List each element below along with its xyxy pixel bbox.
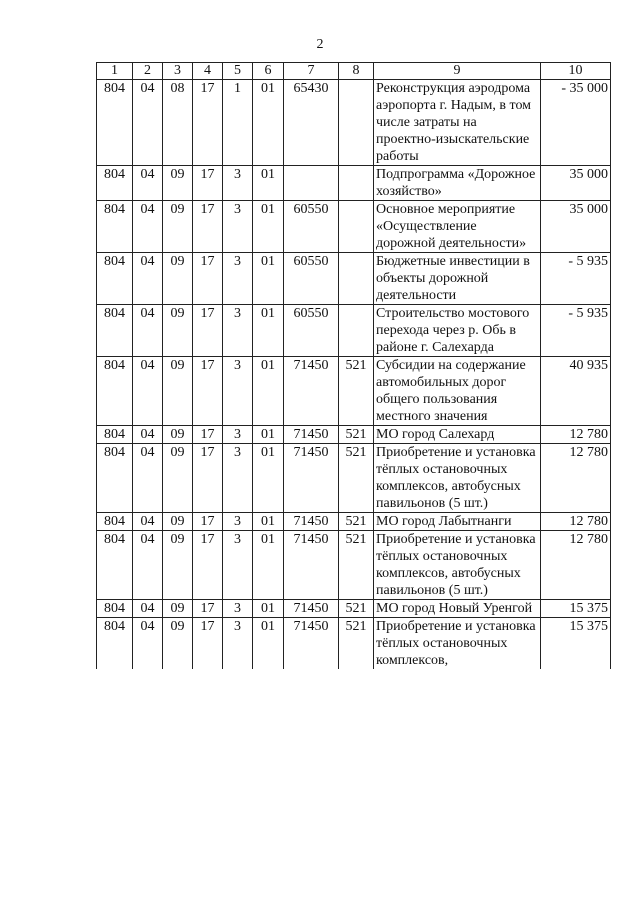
expense-type-cell <box>339 305 374 357</box>
ministry-code-cell: 804 <box>97 444 133 513</box>
expense-type-cell <box>339 166 374 201</box>
program-cell: 17 <box>193 618 223 670</box>
program-cell: 17 <box>193 600 223 618</box>
amount-cell: 12 780 <box>541 426 611 444</box>
program-cell: 17 <box>193 166 223 201</box>
description-cell: Приобретение и установка тёплых остановочных комплексов, автобусных павильонов (5 шт.) <box>374 531 541 600</box>
description-cell: Бюджетные инвестиции в объекты дорожной деятельности <box>374 253 541 305</box>
table-row <box>97 618 611 670</box>
table-row <box>97 253 611 305</box>
amount-cell: 35 000 <box>541 201 611 253</box>
expense-type-cell: 521 <box>339 618 374 670</box>
subprogram-cell: 3 <box>223 166 253 201</box>
column-number-header <box>97 63 611 80</box>
amount-cell: 15 375 <box>541 618 611 670</box>
program-cell: 17 <box>193 531 223 600</box>
ministry-code-cell: 804 <box>97 426 133 444</box>
section-cell: 04 <box>133 80 163 166</box>
ministry-code-cell: 804 <box>97 253 133 305</box>
amount-cell: - 5 935 <box>541 253 611 305</box>
main-activity-cell: 01 <box>253 444 284 513</box>
main-activity-cell: 01 <box>253 253 284 305</box>
description-cell: Приобретение и установка тёплых остановочных комплексов, автобусных павильонов (5 шт.) <box>374 444 541 513</box>
ministry-code-cell: 804 <box>97 618 133 670</box>
description-cell: Подпрограмма «Дорожное хозяйство» <box>374 166 541 201</box>
direction-code-cell: 71450 <box>284 426 339 444</box>
column-header: 5 <box>223 63 253 80</box>
subprogram-cell: 3 <box>223 201 253 253</box>
column-header: 10 <box>541 63 611 80</box>
subprogram-cell: 3 <box>223 357 253 426</box>
section-cell: 04 <box>133 357 163 426</box>
section-cell: 04 <box>133 426 163 444</box>
program-cell: 17 <box>193 253 223 305</box>
main-activity-cell: 01 <box>253 166 284 201</box>
main-activity-cell: 01 <box>253 513 284 531</box>
main-activity-cell: 01 <box>253 357 284 426</box>
subsection-cell: 09 <box>163 531 193 600</box>
main-activity-cell: 01 <box>253 201 284 253</box>
description-cell: Субсидии на содержание автомобильных дорог общего пользования местного значения <box>374 357 541 426</box>
direction-code-cell: 60550 <box>284 201 339 253</box>
section-cell: 04 <box>133 166 163 201</box>
amount-cell: 12 780 <box>541 513 611 531</box>
column-header: 7 <box>284 63 339 80</box>
table-row <box>97 531 611 600</box>
column-header: 6 <box>253 63 284 80</box>
main-activity-cell: 01 <box>253 426 284 444</box>
ministry-code-cell: 804 <box>97 531 133 600</box>
expense-type-cell: 521 <box>339 513 374 531</box>
subsection-cell: 09 <box>163 444 193 513</box>
expense-type-cell <box>339 80 374 166</box>
direction-code-cell: 71450 <box>284 513 339 531</box>
page-number: 2 <box>316 37 324 52</box>
column-header: 1 <box>97 63 133 80</box>
subprogram-cell: 3 <box>223 426 253 444</box>
column-header: 9 <box>374 63 541 80</box>
section-cell: 04 <box>133 531 163 600</box>
subprogram-cell: 3 <box>223 600 253 618</box>
program-cell: 17 <box>193 201 223 253</box>
expense-type-cell: 521 <box>339 531 374 600</box>
subprogram-cell: 3 <box>223 444 253 513</box>
main-activity-cell: 01 <box>253 305 284 357</box>
description-cell: Строительство мостового перехода через р. Обь в районе г. Салехарда <box>374 305 541 357</box>
subprogram-cell: 1 <box>223 80 253 166</box>
table-row <box>97 305 611 357</box>
direction-code-cell <box>284 166 339 201</box>
subprogram-cell: 3 <box>223 618 253 670</box>
direction-code-cell: 71450 <box>284 618 339 670</box>
subsection-cell: 09 <box>163 600 193 618</box>
direction-code-cell: 71450 <box>284 444 339 513</box>
subsection-cell: 08 <box>163 80 193 166</box>
amount-cell: 35 000 <box>541 166 611 201</box>
amount-cell: 40 935 <box>541 357 611 426</box>
amount-cell: 12 780 <box>541 531 611 600</box>
ministry-code-cell: 804 <box>97 80 133 166</box>
program-cell: 17 <box>193 80 223 166</box>
column-header: 8 <box>339 63 374 80</box>
description-cell: МО город Салехард <box>374 426 541 444</box>
ministry-code-cell: 804 <box>97 166 133 201</box>
ministry-code-cell: 804 <box>97 305 133 357</box>
subsection-cell: 09 <box>163 305 193 357</box>
column-header: 4 <box>193 63 223 80</box>
expense-type-cell: 521 <box>339 357 374 426</box>
ministry-code-cell: 804 <box>97 201 133 253</box>
expense-type-cell: 521 <box>339 600 374 618</box>
description-cell: Приобретение и установка тёплых остановочных комплексов, <box>374 618 541 670</box>
table-row <box>97 426 611 444</box>
expense-type-cell <box>339 253 374 305</box>
table-row <box>97 600 611 618</box>
direction-code-cell: 60550 <box>284 305 339 357</box>
subsection-cell: 09 <box>163 166 193 201</box>
subprogram-cell: 3 <box>223 253 253 305</box>
table-row <box>97 201 611 253</box>
description-cell: МО город Лабытнанги <box>374 513 541 531</box>
direction-code-cell: 65430 <box>284 80 339 166</box>
program-cell: 17 <box>193 305 223 357</box>
table-row <box>97 80 611 166</box>
description-cell: МО город Новый Уренгой <box>374 600 541 618</box>
section-cell: 04 <box>133 201 163 253</box>
subprogram-cell: 3 <box>223 531 253 600</box>
section-cell: 04 <box>133 444 163 513</box>
ministry-code-cell: 804 <box>97 357 133 426</box>
amount-cell: 12 780 <box>541 444 611 513</box>
direction-code-cell: 71450 <box>284 600 339 618</box>
direction-code-cell: 71450 <box>284 531 339 600</box>
subsection-cell: 09 <box>163 513 193 531</box>
expense-type-cell <box>339 201 374 253</box>
subprogram-cell: 3 <box>223 513 253 531</box>
section-cell: 04 <box>133 600 163 618</box>
amount-cell: - 5 935 <box>541 305 611 357</box>
amount-cell: 15 375 <box>541 600 611 618</box>
main-activity-cell: 01 <box>253 618 284 670</box>
direction-code-cell: 71450 <box>284 357 339 426</box>
ministry-code-cell: 804 <box>97 513 133 531</box>
section-cell: 04 <box>133 513 163 531</box>
subsection-cell: 09 <box>163 357 193 426</box>
program-cell: 17 <box>193 444 223 513</box>
program-cell: 17 <box>193 513 223 531</box>
table-row <box>97 166 611 201</box>
program-cell: 17 <box>193 357 223 426</box>
budget-table <box>96 62 611 669</box>
description-cell: Основное мероприятие «Осуществление дорожной деятельности» <box>374 201 541 253</box>
table-row <box>97 444 611 513</box>
column-header: 3 <box>163 63 193 80</box>
table-row <box>97 357 611 426</box>
program-cell: 17 <box>193 426 223 444</box>
main-activity-cell: 01 <box>253 531 284 600</box>
ministry-code-cell: 804 <box>97 600 133 618</box>
main-activity-cell: 01 <box>253 80 284 166</box>
table-row <box>97 513 611 531</box>
expense-type-cell: 521 <box>339 444 374 513</box>
expense-type-cell: 521 <box>339 426 374 444</box>
subsection-cell: 09 <box>163 253 193 305</box>
section-cell: 04 <box>133 305 163 357</box>
subsection-cell: 09 <box>163 618 193 670</box>
subsection-cell: 09 <box>163 201 193 253</box>
amount-cell: - 35 000 <box>541 80 611 166</box>
column-header: 2 <box>133 63 163 80</box>
subsection-cell: 09 <box>163 426 193 444</box>
subprogram-cell: 3 <box>223 305 253 357</box>
direction-code-cell: 60550 <box>284 253 339 305</box>
main-activity-cell: 01 <box>253 600 284 618</box>
section-cell: 04 <box>133 618 163 670</box>
section-cell: 04 <box>133 253 163 305</box>
description-cell: Реконструкция аэродрома аэропорта г. Надым, в том числе затраты на проектно-изыскательские работы <box>374 80 541 166</box>
